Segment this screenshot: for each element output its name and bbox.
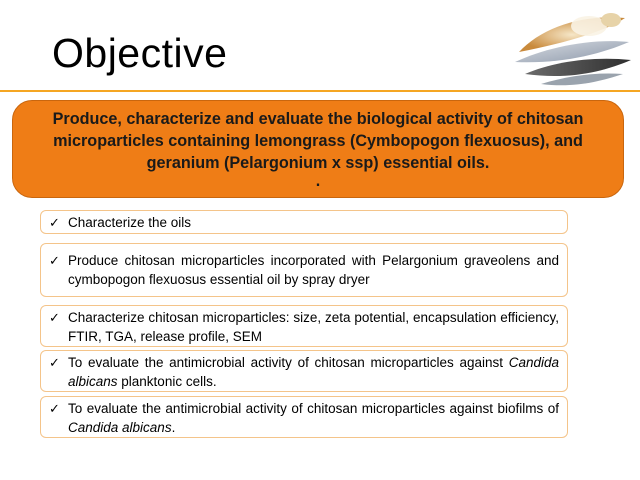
item-text: To evaluate the antimicrobial activity of chitosan microparticles against Candida albicans planktonic cells. <box>68 355 559 389</box>
checkmark-icon: ✓ <box>49 401 60 416</box>
title-divider <box>0 90 640 92</box>
slide-title: Objective <box>52 30 228 76</box>
decorative-logo-icon <box>511 8 633 90</box>
banner-text: Produce, characterize and evaluate the biological activity of chitosan microparticles containing lemongrass (Cymbopogon flexuosus), and geranium (Pelargonium x ssp) essential oils. <box>52 110 584 172</box>
banner-trailing-dot: . <box>315 172 321 190</box>
objective-item-1 <box>40 210 568 234</box>
objective-item-2 <box>40 243 568 297</box>
item-text: Characterize the oils <box>68 215 192 230</box>
objective-banner <box>12 100 624 198</box>
item-text: Characterize chitosan microparticles: size, zeta potential, encapsulation efficiency, FTIR, TGA, release profile, SEM <box>68 310 559 344</box>
item-text: Produce chitosan microparticles incorporated with Pelargonium graveolens and cymbopogon flexuosus essential oil by spray dryer <box>68 253 559 287</box>
objective-item-3 <box>40 305 568 347</box>
objective-item-5 <box>40 396 568 438</box>
item-text: To evaluate the antimicrobial activity of chitosan microparticles against biofilms of Candida albicans. <box>68 401 559 435</box>
checkmark-icon: ✓ <box>49 355 60 370</box>
checkmark-icon: ✓ <box>49 253 60 268</box>
checkmark-icon: ✓ <box>49 215 60 230</box>
objective-item-4 <box>40 350 568 392</box>
checkmark-icon: ✓ <box>49 310 60 325</box>
